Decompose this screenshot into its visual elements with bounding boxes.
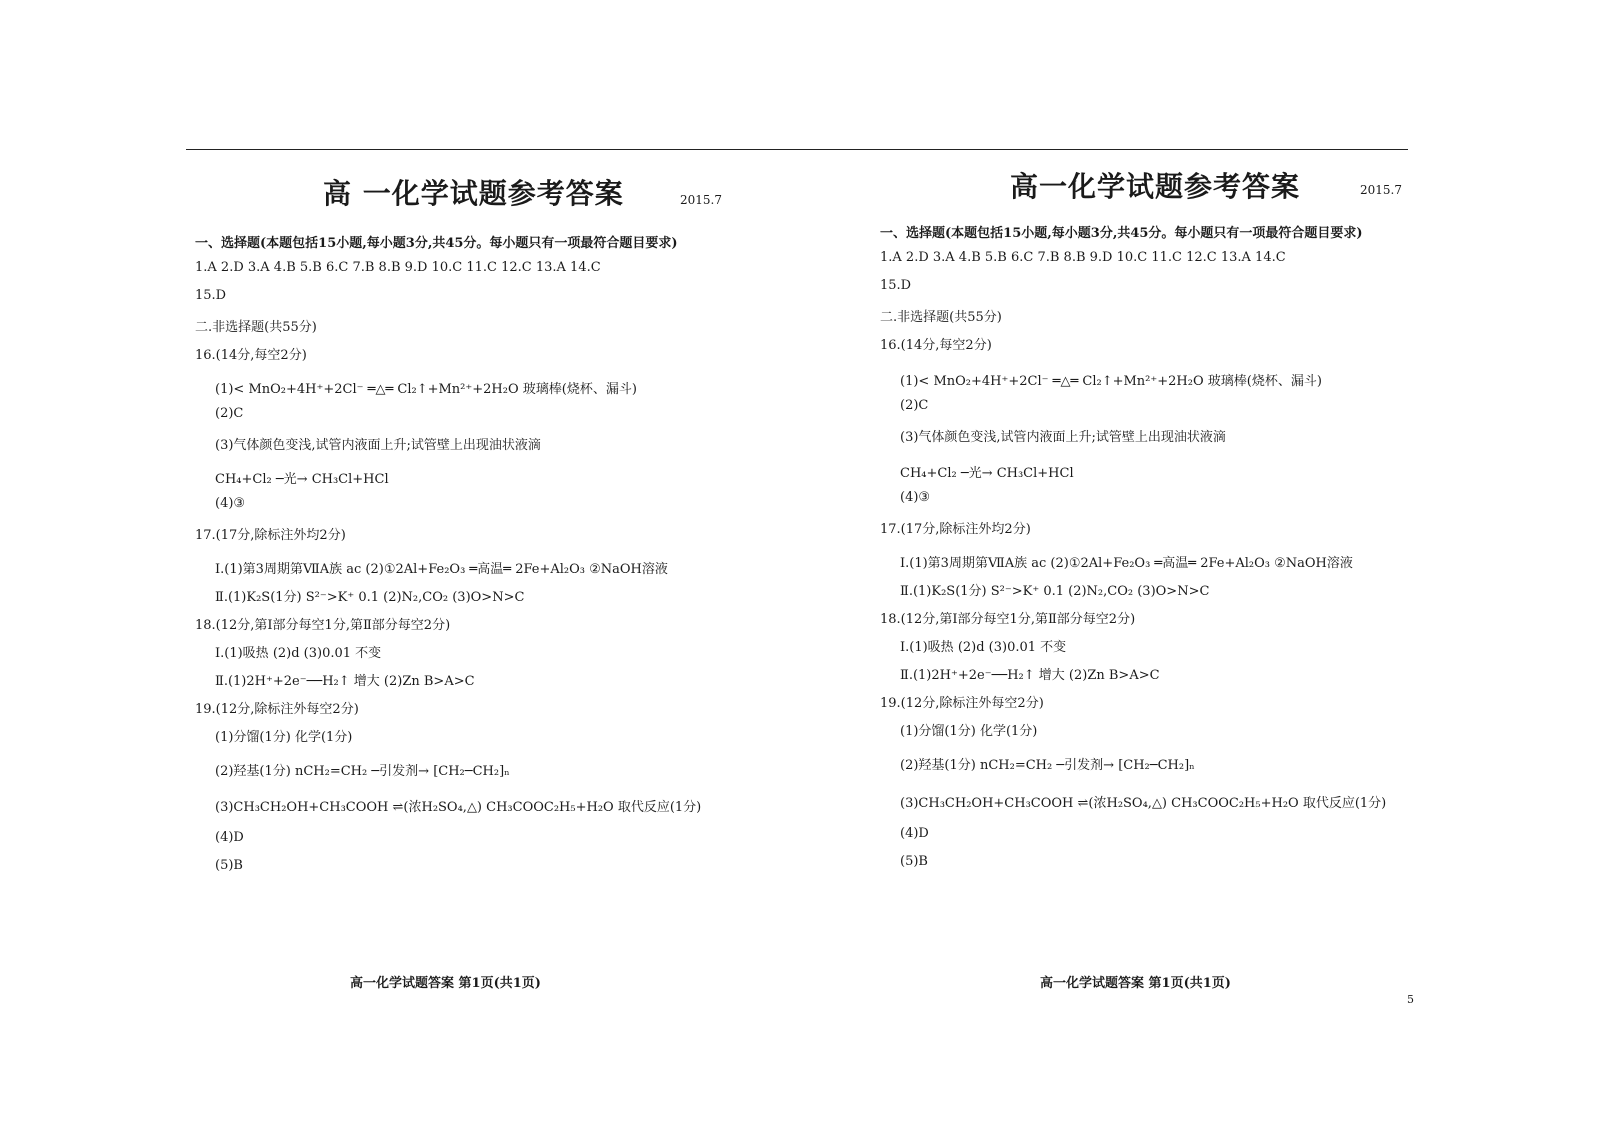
answer-line: (5)B [900, 854, 928, 869]
section-heading-nonchoice: 二.非选择题(共55分) [195, 320, 317, 335]
section-heading-choice: 一、选择题(本题包括15小题,每小题3分,共45分。每小题只有一项最符合题目要求) [195, 236, 678, 251]
answer-line: (1)分馏(1分) 化学(1分) [900, 724, 1038, 739]
exam-date: 2015.7 [680, 193, 722, 207]
answer-line: (2)羟基(1分) nCH₂=CH₂ ─引发剂→ [CH₂─CH₂]ₙ [215, 764, 510, 779]
answer-line: (2)羟基(1分) nCH₂=CH₂ ─引发剂→ [CH₂─CH₂]ₙ [900, 758, 1195, 773]
answer-line: (1)< MnO₂+4H⁺+2Cl⁻ ═△═ Cl₂↑+Mn²⁺+2H₂O 玻璃棒(烧杯、漏斗) [900, 374, 1322, 389]
answer-line: Ⅰ.(1)吸热 (2)d (3)0.01 不变 [215, 646, 382, 661]
answer-line: (1)< MnO₂+4H⁺+2Cl⁻ ═△═ Cl₂↑+Mn²⁺+2H₂O 玻璃棒(烧杯、漏斗) [215, 382, 637, 397]
answer-line: Ⅱ.(1)K₂S(1分) S²⁻>K⁺ 0.1 (2)N₂,CO₂ (3)O>N>C [215, 590, 525, 605]
answer-line: (3)CH₃CH₂OH+CH₃COOH ⇌(浓H₂SO₄,△) CH₃COOC₂H₅+H₂O 取代反应(1分) [900, 796, 1387, 811]
answer-line: (1)分馏(1分) 化学(1分) [215, 730, 353, 745]
question-heading: 19.(12分,除标注外每空2分) [195, 702, 359, 717]
question-heading: 17.(17分,除标注外均2分) [880, 522, 1031, 537]
answer-line: 1.A 2.D 3.A 4.B 5.B 6.C 7.B 8.B 9.D 10.C 11.C 12.C 13.A 14.C [880, 250, 1286, 265]
answer-line: (4)D [215, 830, 244, 845]
page-footer: 高一化学试题答案 第1页(共1页) [1040, 976, 1231, 991]
page-title: 高 一化学试题参考答案 [323, 177, 624, 210]
question-heading: 18.(12分,第Ⅰ部分每空1分,第Ⅱ部分每空2分) [195, 618, 451, 633]
answer-line: (4)③ [900, 490, 931, 505]
section-heading-choice: 一、选择题(本题包括15小题,每小题3分,共45分。每小题只有一项最符合题目要求) [880, 226, 1363, 241]
answer-line: 15.D [880, 278, 912, 293]
page-footer: 高一化学试题答案 第1页(共1页) [350, 976, 541, 991]
answer-line: Ⅰ.(1)第3周期第ⅦA族 ac (2)①2Al+Fe₂O₃ ═高温═ 2Fe+Al₂O₃ ②NaOH溶液 [215, 562, 668, 577]
right-answer-page [880, 0, 1440, 1131]
page-title: 高一化学试题参考答案 [1010, 170, 1301, 203]
answer-line: (2)C [215, 406, 244, 421]
page-number: 5 [1407, 993, 1414, 1006]
answer-line: Ⅱ.(1)K₂S(1分) S²⁻>K⁺ 0.1 (2)N₂,CO₂ (3)O>N>C [900, 584, 1210, 599]
section-heading-nonchoice: 二.非选择题(共55分) [880, 310, 1002, 325]
left-answer-page [195, 0, 735, 1131]
answer-line: Ⅱ.(1)2H⁺+2e⁻──H₂↑ 增大 (2)Zn B>A>C [900, 668, 1160, 683]
answer-line: (4)D [900, 826, 929, 841]
question-heading: 19.(12分,除标注外每空2分) [880, 696, 1044, 711]
answer-line: (5)B [215, 858, 243, 873]
answer-line: (3)CH₃CH₂OH+CH₃COOH ⇌(浓H₂SO₄,△) CH₃COOC₂H₅+H₂O 取代反应(1分) [215, 800, 702, 815]
answer-line: CH₄+Cl₂ ─光→ CH₃Cl+HCl [900, 466, 1074, 481]
question-heading: 18.(12分,第Ⅰ部分每空1分,第Ⅱ部分每空2分) [880, 612, 1136, 627]
question-heading: 16.(14分,每空2分) [195, 348, 307, 363]
answer-line: (4)③ [215, 496, 246, 511]
question-heading: 16.(14分,每空2分) [880, 338, 992, 353]
answer-line: Ⅰ.(1)第3周期第ⅦA族 ac (2)①2Al+Fe₂O₃ ═高温═ 2Fe+Al₂O₃ ②NaOH溶液 [900, 556, 1353, 571]
answer-line: CH₄+Cl₂ ─光→ CH₃Cl+HCl [215, 472, 389, 487]
answer-line: Ⅰ.(1)吸热 (2)d (3)0.01 不变 [900, 640, 1067, 655]
answer-line: (3)气体颜色变浅,试管内液面上升;试管壁上出现油状液滴 [215, 438, 541, 453]
answer-line: 15.D [195, 288, 227, 303]
answer-line: 1.A 2.D 3.A 4.B 5.B 6.C 7.B 8.B 9.D 10.C 11.C 12.C 13.A 14.C [195, 260, 601, 275]
answer-line: (2)C [900, 398, 929, 413]
answer-line: (3)气体颜色变浅,试管内液面上升;试管壁上出现油状液滴 [900, 430, 1226, 445]
question-heading: 17.(17分,除标注外均2分) [195, 528, 346, 543]
answer-line: Ⅱ.(1)2H⁺+2e⁻──H₂↑ 增大 (2)Zn B>A>C [215, 674, 475, 689]
exam-date: 2015.7 [1360, 183, 1402, 197]
